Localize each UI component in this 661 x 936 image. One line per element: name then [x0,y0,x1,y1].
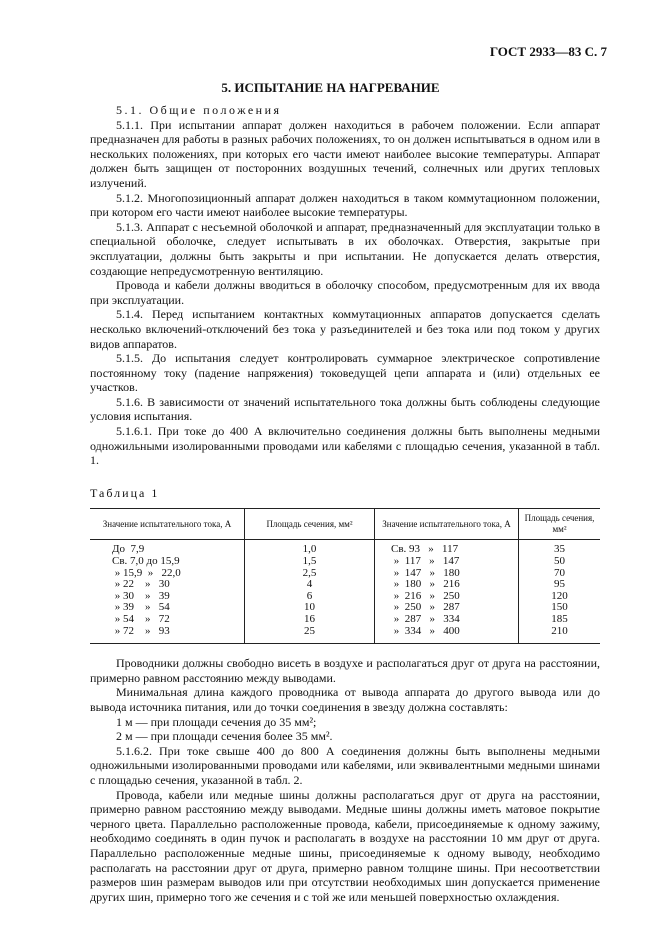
table-cell: » 54 » 72 [112,613,170,625]
table-cell: » 22 » 30 [112,578,170,591]
table-row [90,614,600,626]
paragraph: Провода, кабели или медные шины должны располагаться друг от друга на расстоянии, примерно равном расстоянию между выводами. Медные шины должны иметь матовое покрытие черного цвета. Параллельно расположенные провода, кабели, присоединяемые к одному зажиму, необходимо соединять в один пучок и располагать в воздухе на расстоянии 10 мм друг от друга. Параллельно расположенные медные шины, присоединяемые к одному выводу, необходимо располагать на расстоянии друг от друга, примерно равном толщине шины. При несоответствии размеров шин размерам выводов или при отсутствии необходимых шин допускается применение других шин, примерно того же сечения и с той же или меньшей поверхностью охлаждения. [90,787,600,904]
table-cell: 185 [519,614,601,626]
table-cell: 25 [245,626,375,644]
table-header-row [90,509,600,540]
column-header: Значение испытательного тока, А [375,509,519,540]
table-cell: 95 [519,579,601,591]
table-cell: » 287 » 334 [375,614,519,626]
table-cell: 150 [519,602,601,614]
table-row [90,540,600,556]
table-cell: 2,5 [245,568,375,580]
paragraph: 5.1.6.2. При токе свыше 400 до 800 А соединения должны быть выполнены медными одножильными изолированными проводами или кабелями, или эквивалентными медными шинами с площадью сечения, указанной в табл. 2. [90,743,600,787]
paragraph: 5.1.4. Перед испытанием контактных коммутационных аппаратов допускается сделать несколько включений-отключений без тока у разъединителей и без тока или под током у других видов аппаратов. [90,307,600,351]
table-cell: » 72 » 93 [90,626,245,644]
table-1 [90,508,600,644]
table-cell: 35 [519,540,601,556]
paragraph: Проводники должны свободно висеть в воздухе и располагаться друг от друга на расстоянии, примерно равном расстоянию между выводами. [90,656,600,685]
table-cell: » 39 » 54 [112,601,170,614]
table-cell: » 15,9 » 22,0 [112,566,181,579]
paragraph: Провода и кабели должны вводиться в оболочку способом, предусмотренным для их ввода при эксплуатации. [90,278,600,307]
table-cell: » 147 » 180 [375,568,519,580]
document-body [90,103,600,904]
table-cell: 10 [245,602,375,614]
table-caption: Таблица 1 [90,485,160,500]
running-header: ГОСТ 2933—83 С. 7 [489,44,607,59]
table-cell: 50 [519,556,601,568]
table-cell: » 216 » 250 [375,591,519,603]
paragraph: 5.1.6. В зависимости от значений испытательного тока должны быть соблюдены следующие условия испытания. [90,394,600,424]
table-cell: 120 [519,591,601,603]
table-cell: » 180 » 216 [375,579,519,591]
table-cell: До 7,9 [112,543,145,556]
paragraph: 5.1.2. Многопозиционный аппарат должен находиться в таком коммутационном положении, при котором его части имеют наиболее высокие температуры. [90,190,600,220]
column-header: Значение испытательного тока, А [90,509,245,540]
table-cell: » 117 » 147 [375,556,519,568]
column-header: Площадь сечения, мм² [519,509,601,540]
table-cell: 16 [245,614,375,626]
table-cell: 1,5 [245,556,375,568]
paragraph: Минимальная длина каждого проводника от вывода аппарата до другого вывода или до вывода источника питания, или до точки соединения в звезду должна составлять: [90,685,600,714]
table-cell: » 250 » 287 [375,602,519,614]
table-cell: » 30 » 39 [112,589,170,602]
table-cell: » 334 » 400 [375,626,519,644]
table-cell: Св. 93 » 117 [375,540,519,556]
table-row [90,626,600,644]
paragraph: 5.1.6.1. При токе до 400 А включительно соединения должны быть выполнены медными одножильными изолированными проводами или кабелями с площадью сечения, указанной в табл. 1. [90,424,600,468]
paragraph: 5.1.3. Аппарат с несъемной оболочкой и аппарат, предназначенный для эксплуатации только в специальной оболочке, следует испытывать в их оболочках. Отверстия, закрытые при эксплуатации, должны быть закрыты и при испытании. Не допускается делать отверстия, создающие непредусмотренную вентиляцию. [90,219,600,278]
table-row [90,556,600,568]
paragraph: 5.1.5. До испытания следует контролировать суммарное электрическое сопротивление постоянному току (падение напряжения) токоведущей цепи аппарата и (или) отдельных ее участков. [90,351,600,395]
column-header: Площадь сечения, мм² [245,509,375,540]
section-title: 5. ИСПЫТАНИЕ НА НАГРЕВАНИЕ [221,80,440,95]
table-cell: Св. 7,0 до 15,9 [112,555,180,568]
list-item: 2 м — при площади сечения более 35 мм². [116,729,333,744]
list-item: 1 м — при площади сечения до 35 мм²; [116,714,317,729]
paragraph: 5.1.1. При испытании аппарат должен находиться в рабочем положении. Если аппарат предназначен для работы в разных рабочих положениях, то он должен испытываться в одном или в нескольких положениях, при которых его части имеют наиболее высокие температуры. Аппарат должен быть защищен от посторонних воздушных течений, солнечных или других тепловых излучений. [90,117,600,190]
table-cell: 70 [519,568,601,580]
table-cell: 1,0 [245,540,375,556]
table-cell: 210 [519,626,601,644]
table-cell: 4 [245,579,375,591]
subsection-heading: 5.1. Общие положения [116,103,282,117]
table-cell: 6 [245,591,375,603]
